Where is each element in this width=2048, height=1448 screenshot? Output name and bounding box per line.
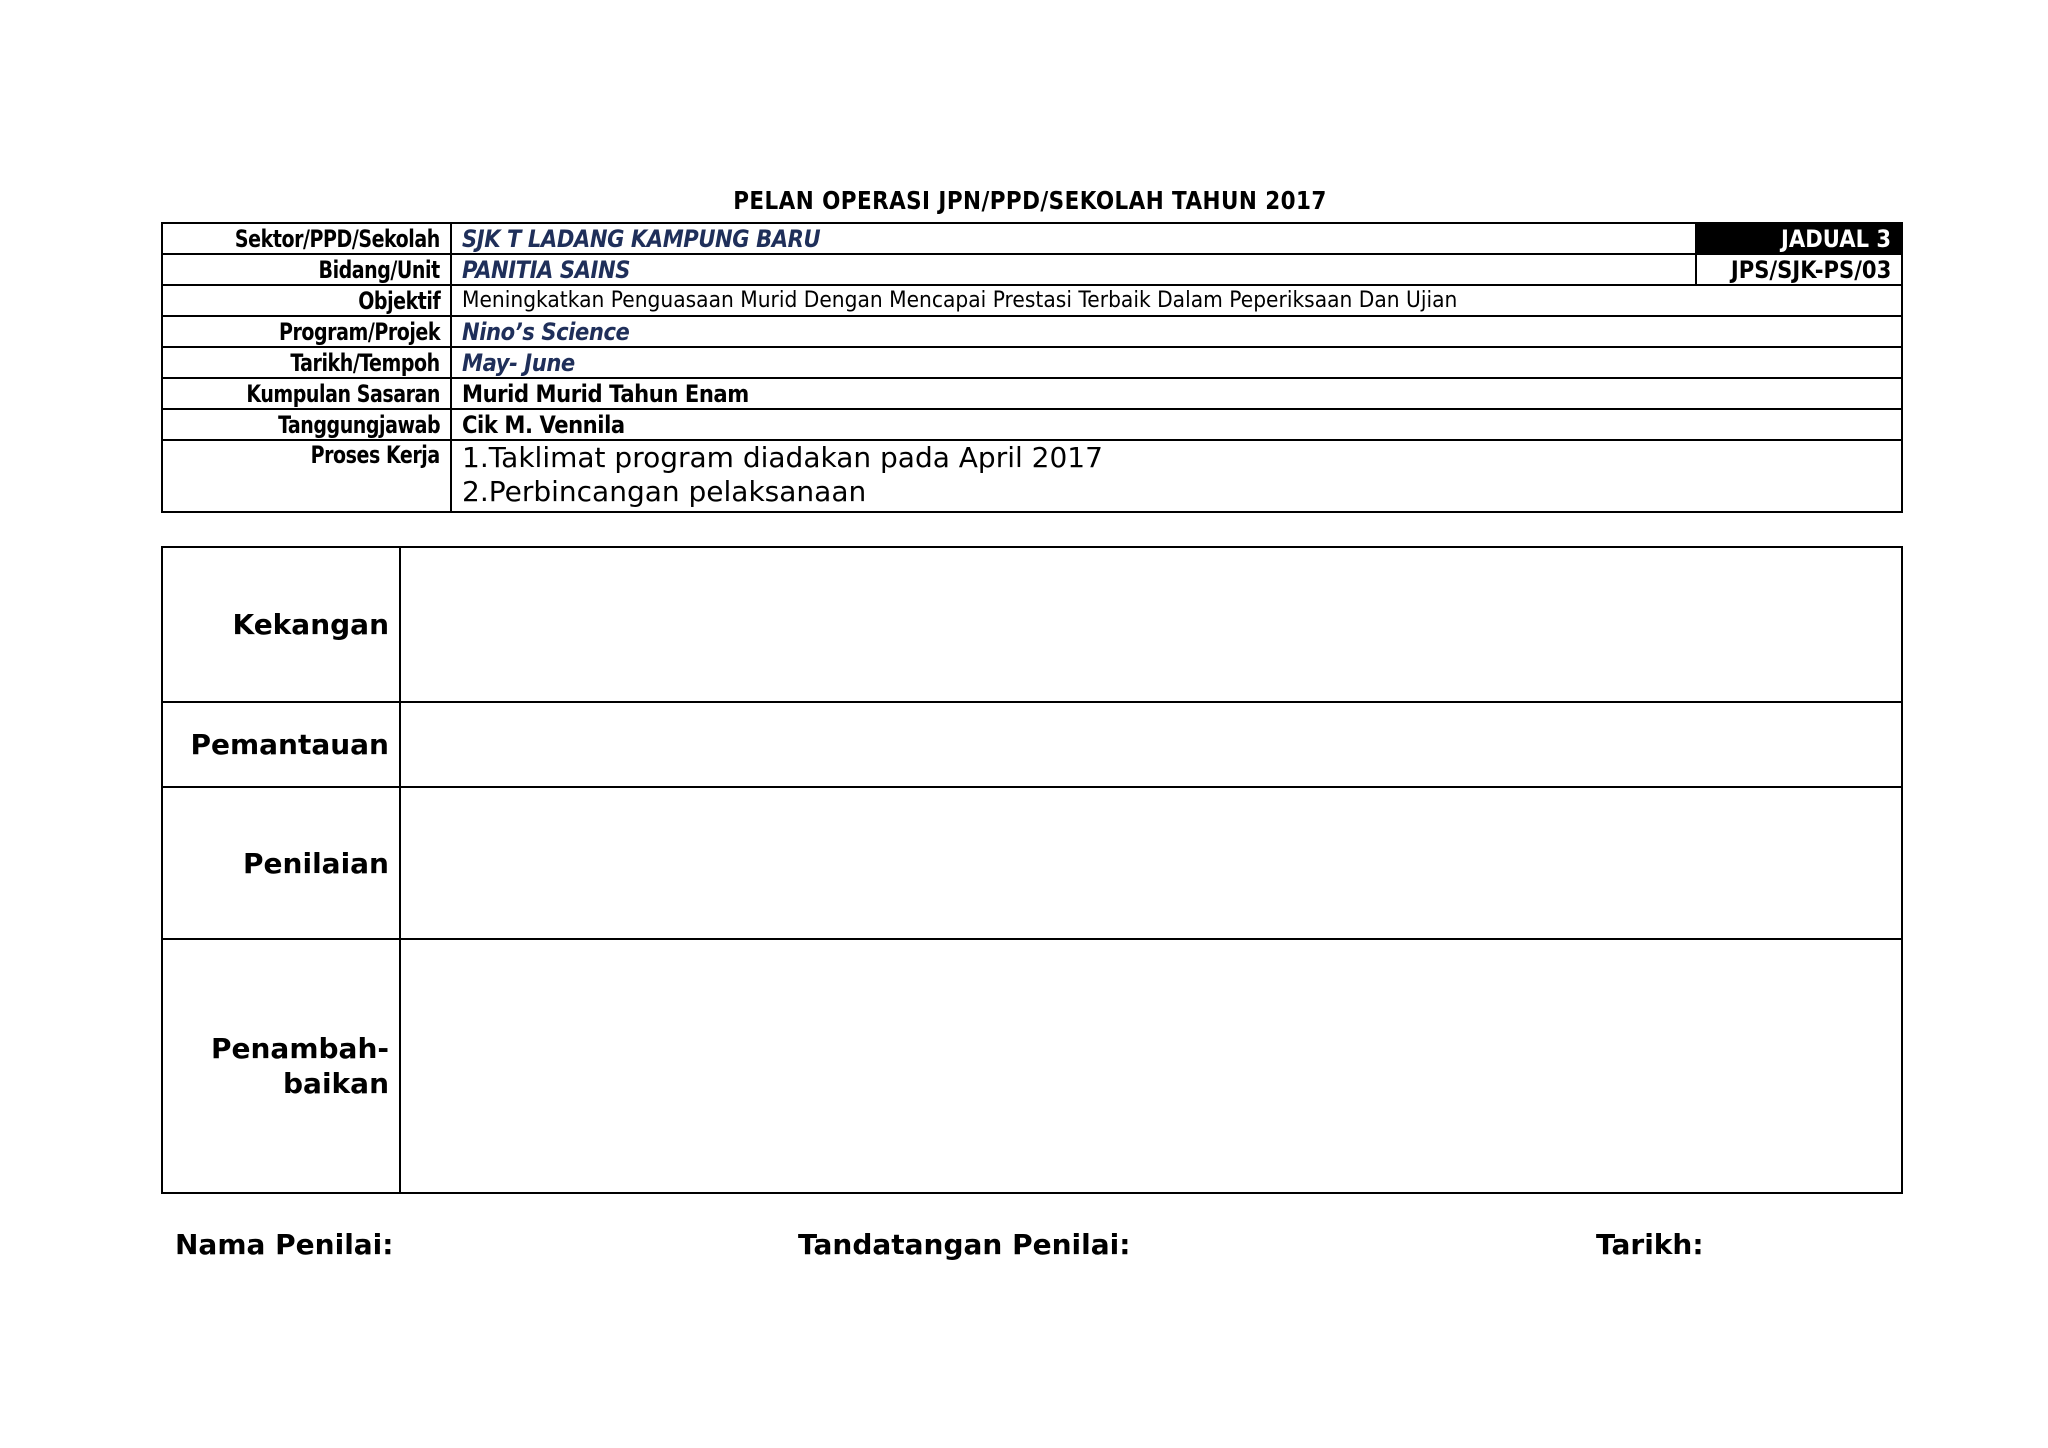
objektif-label: Objektif xyxy=(162,285,451,316)
tanggungjawab-value: Cik M. Vennila xyxy=(451,409,1902,440)
proses-value xyxy=(451,440,1902,512)
pemantauan-label: Pemantauan xyxy=(162,702,400,787)
tandatangan-penilai-label: Tandatangan Penilai: xyxy=(798,1228,1131,1261)
row-kumpulan xyxy=(162,378,1902,409)
kumpulan-label: Kumpulan Sasaran xyxy=(162,378,451,409)
tarikh-label: Tarikh: xyxy=(1596,1228,1704,1261)
row-pemantauan xyxy=(162,702,1902,787)
proses-step-1: 1.Taklimat program diadakan pada April 2017 xyxy=(462,441,1103,474)
penambahbaikan-field[interactable] xyxy=(400,939,1902,1193)
proses-step-2: 2.Perbincangan pelaksanaan xyxy=(462,475,867,508)
tanggungjawab-label: Tanggungjawab xyxy=(162,409,451,440)
document-code: JPS/SJK-PS/03 xyxy=(1696,254,1902,285)
kekangan-label: Kekangan xyxy=(162,547,400,702)
page-title: PELAN OPERASI JPN/PPD/SEKOLAH TAHUN 2017 xyxy=(733,186,1327,215)
tarikh-label: Tarikh/Tempoh xyxy=(162,347,451,378)
evaluation-table xyxy=(161,546,1903,1194)
objektif-value: Meningkatkan Penguasaan Murid Dengan Mencapai Prestasi Terbaik Dalam Peperiksaan Dan Ujian xyxy=(451,285,1902,316)
row-proses xyxy=(162,440,1902,512)
row-kekangan xyxy=(162,547,1902,702)
row-objektif xyxy=(162,285,1902,316)
row-sektor xyxy=(162,223,1902,254)
row-program xyxy=(162,316,1902,347)
proses-label: Proses Kerja xyxy=(162,440,451,512)
row-bidang xyxy=(162,254,1902,285)
program-value: Nino’s Science xyxy=(451,316,1902,347)
penambahbaikan-label-line1: Penambah- xyxy=(210,1032,389,1065)
row-penambahbaikan xyxy=(162,939,1902,1193)
bidang-value: PANITIA SAINS xyxy=(451,254,1696,285)
bidang-label: Bidang/Unit xyxy=(162,254,451,285)
kumpulan-value: Murid Murid Tahun Enam xyxy=(451,378,1902,409)
info-table xyxy=(161,222,1903,513)
pemantauan-field[interactable] xyxy=(400,702,1902,787)
kekangan-field[interactable] xyxy=(400,547,1902,702)
row-tanggungjawab xyxy=(162,409,1902,440)
row-tarikh xyxy=(162,347,1902,378)
sektor-value: SJK T LADANG KAMPUNG BARU xyxy=(451,223,1696,254)
penilaian-field[interactable] xyxy=(400,787,1902,939)
jadual-badge: JADUAL 3 xyxy=(1696,223,1902,254)
sektor-label: Sektor/PPD/Sekolah xyxy=(162,223,451,254)
nama-penilai-label: Nama Penilai: xyxy=(175,1228,394,1261)
penambahbaikan-label-line2: baikan xyxy=(283,1067,389,1100)
tarikh-value: May- June xyxy=(451,347,1902,378)
penilaian-label: Penilaian xyxy=(162,787,400,939)
program-label: Program/Projek xyxy=(162,316,451,347)
row-penilaian xyxy=(162,787,1902,939)
penambahbaikan-label xyxy=(162,939,400,1193)
